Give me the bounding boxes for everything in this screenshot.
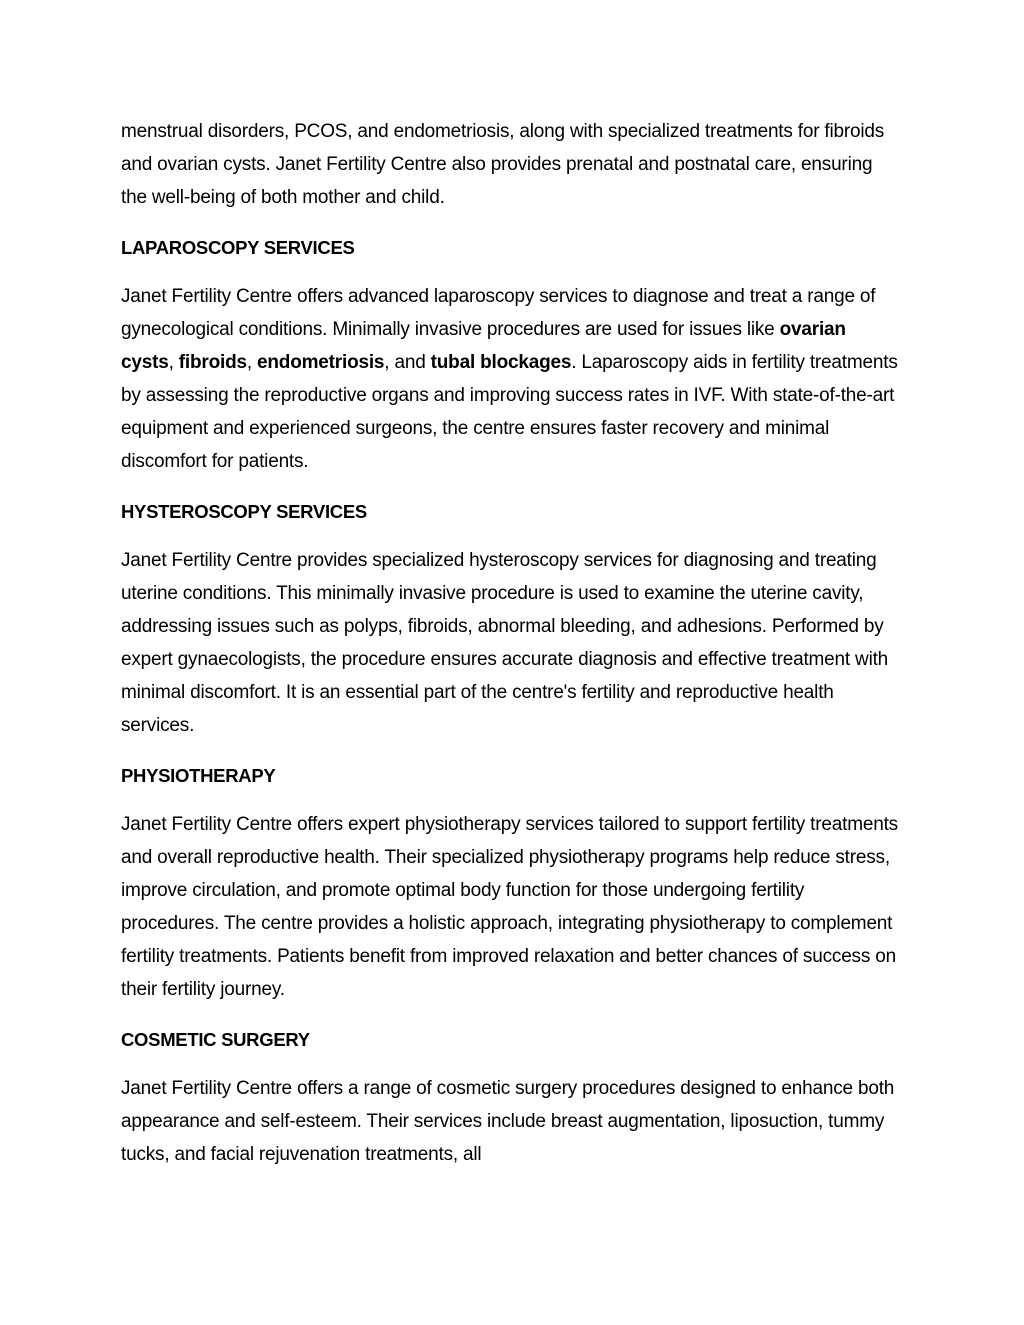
hysteroscopy-paragraph: Janet Fertility Centre provides specialized hysteroscopy services for diagnosing and treating uterine conditions. This minimally invasive procedure is used to examine the uterine cavity, addressing issues such as polyps, fibroids, abnormal bleeding, and adhesions. Performed by expert gynaecologists, the procedure ensures accurate diagnosis and effective treatment with minimal discomfort. It is an essential part of the centre's fertility and reproductive health services.	[121, 550, 889, 736]
term-endometriosis: endometriosis	[257, 352, 385, 373]
hysteroscopy-heading: HYSTEROSCOPY SERVICES	[121, 501, 367, 522]
separator: ,	[246, 352, 258, 373]
physiotherapy-heading: PHYSIOTHERAPY	[121, 765, 276, 786]
term-tubal-blockages: tubal blockages	[430, 352, 572, 373]
document-page	[121, 115, 903, 1188]
physiotherapy-paragraph: Janet Fertility Centre offers expert physiotherapy services tailored to support fertility treatments and overall reproductive health. Their specialized physiotherapy programs help reduce stress, improve circulation, and promote optimal body function for those undergoing fertility procedures. The centre provides a holistic approach, integrating physiotherapy to complement fertility treatments. Patients benefit from improved relaxation and better chances of success on their fertility journey.	[121, 814, 898, 1000]
term-ovarian-cysts: ovarian cysts	[121, 319, 846, 373]
separator: ,	[168, 352, 179, 373]
laparoscopy-paragraph	[121, 280, 903, 478]
laparoscopy-text-after: . Laparoscopy aids in fertility treatments by assessing the reproductive organs and improving success rates in IVF. With state-of-the-art equipment and experienced surgeons, the centre ensures faster recovery and minimal discomfort for patients.	[121, 352, 898, 472]
laparoscopy-text-before: Janet Fertility Centre offers advanced laparoscopy services to diagnose and treat a range of gynecological conditions. Minimally invasive procedures are used for issues like	[121, 286, 876, 340]
separator: , and	[384, 352, 431, 373]
cosmetic-surgery-heading: COSMETIC SURGERY	[121, 1029, 310, 1050]
laparoscopy-heading: LAPAROSCOPY SERVICES	[121, 237, 355, 258]
intro-paragraph: menstrual disorders, PCOS, and endometriosis, along with specialized treatments for fibroids and ovarian cysts. Janet Fertility Centre also provides prenatal and postnatal care, ensuring the well-being of both mother and child.	[121, 121, 885, 208]
term-fibroids: fibroids	[178, 352, 247, 373]
cosmetic-surgery-paragraph: Janet Fertility Centre offers a range of cosmetic surgery procedures designed to enhance both appearance and self-esteem. Their services include breast augmentation, liposuction, tummy tucks, and facial rejuvenation treatments, all	[121, 1078, 895, 1165]
